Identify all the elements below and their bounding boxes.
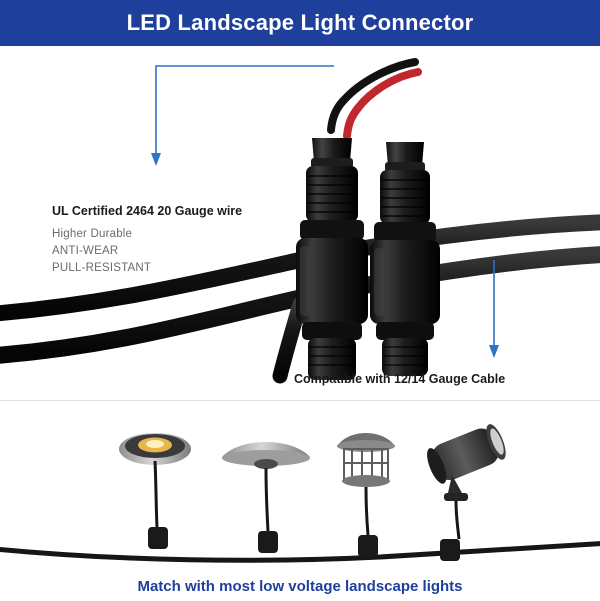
callout-top-line-2: ANTI-WEAR — [52, 245, 119, 257]
footer-caption: Match with most low voltage landscape lights — [137, 578, 463, 595]
fixtures-illustration — [0, 401, 600, 601]
callout-bottom-title: Compatible with 12/14 Gauge Cable — [294, 372, 506, 386]
callout-top — [52, 204, 282, 277]
page-title: LED Landscape Light Connector — [126, 10, 474, 35]
product-photo — [0, 46, 600, 400]
fixture-spot-light — [423, 422, 510, 561]
callout-top-line-3: PULL-RESISTANT — [52, 262, 152, 274]
connector-left — [296, 138, 368, 380]
callout-arrowhead-bottom — [489, 345, 499, 358]
fixture-bollard-light — [337, 433, 395, 557]
fixture-path-light — [222, 442, 310, 553]
connector-right — [370, 142, 440, 376]
callout-arrowhead-top — [151, 153, 161, 166]
callout-top-title: UL Certified 2464 20 Gauge wire — [52, 204, 243, 218]
callout-top-line-1: Higher Durable — [52, 228, 133, 240]
callout-arrow-top — [156, 66, 334, 154]
fixtures-strip — [0, 400, 600, 601]
wire-red — [347, 72, 418, 136]
fixture-in-ground-well-light — [119, 433, 191, 549]
fixtures-ground-cable — [0, 543, 600, 560]
fixture-connector-1 — [148, 527, 168, 549]
fixture-connector-2 — [258, 531, 278, 553]
fixture-connector-3 — [358, 535, 378, 557]
header-banner — [0, 0, 600, 46]
fixture-connector-4 — [440, 539, 460, 561]
